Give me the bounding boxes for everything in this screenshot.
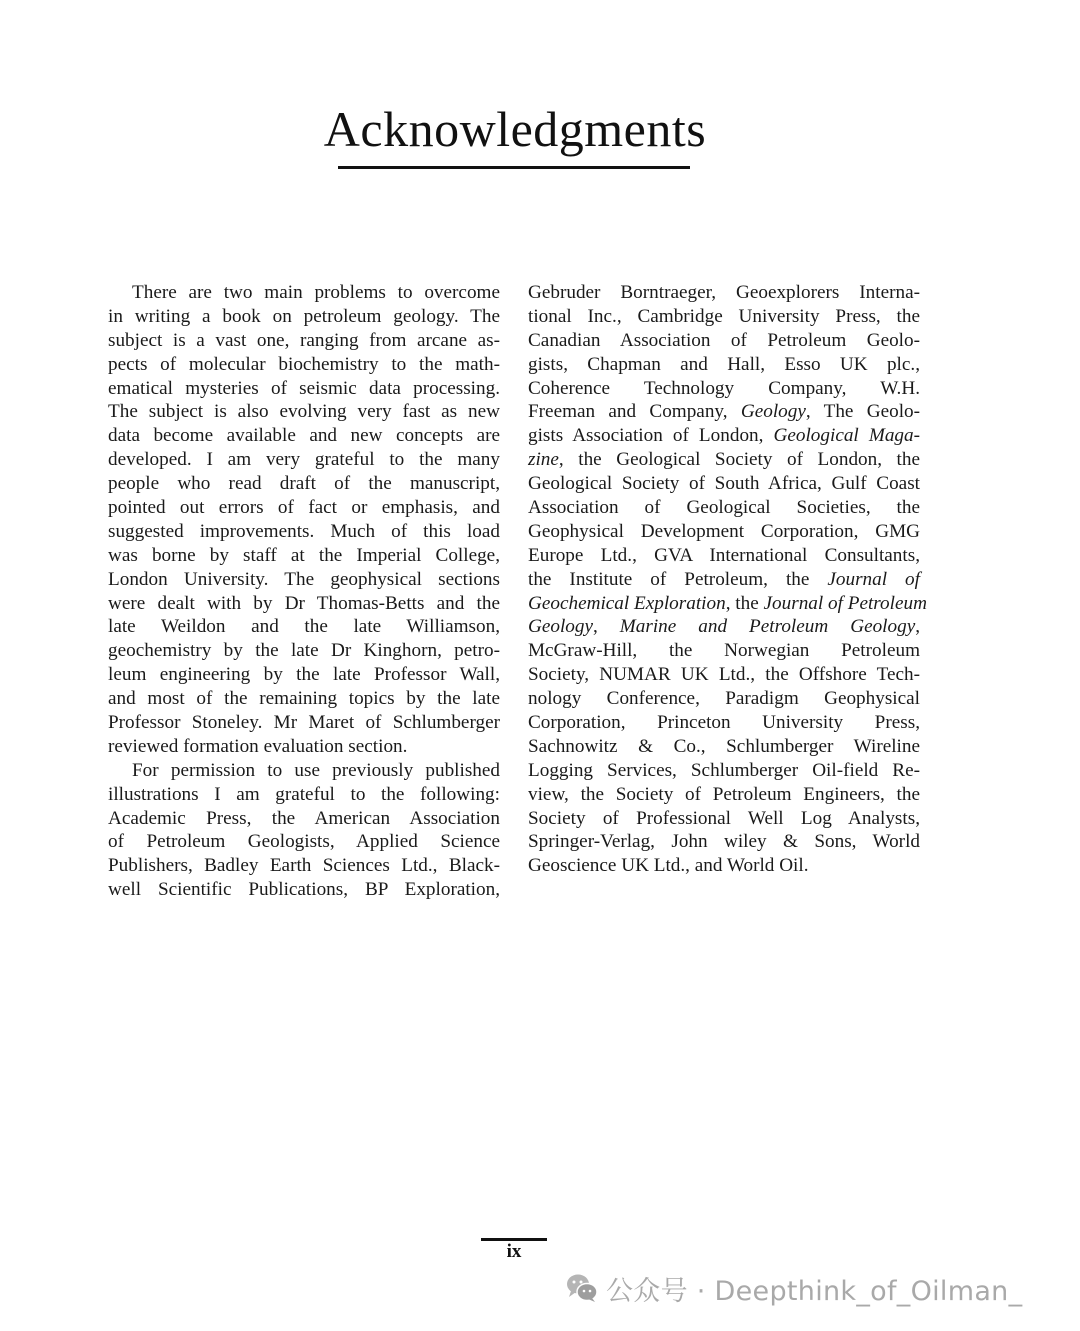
text-line: people who read draft of the manuscript,: [108, 473, 500, 495]
text-line: illustrations I am grateful to the following:: [108, 783, 500, 805]
text-line: Geoscience UK Ltd., and World Oil.: [528, 855, 809, 877]
text-line: in writing a book on petroleum geology. The: [108, 305, 500, 327]
text-line: Canadian Association of Petroleum Geolo-: [528, 329, 920, 351]
page-title: Acknowledgments: [323, 101, 707, 157]
text-line: well Scientific Publications, BP Exploration,: [108, 879, 500, 901]
text-line: Corporation, Princeton University Press,: [528, 712, 920, 734]
text-line: reviewed formation evaluation section.: [108, 735, 408, 757]
paragraph-1: [108, 281, 500, 759]
text-line: suggested improvements. Much of this load: [108, 520, 500, 542]
text-line: London University. The geophysical sections: [108, 568, 500, 590]
text-line: Society of Professional Well Log Analysts,: [528, 807, 920, 829]
text-line: leum engineering by the late Professor Wall,: [108, 664, 500, 686]
text-line: nology Conference, Paradigm Geophysical: [528, 688, 920, 710]
text-line: Logging Services, Schlumberger Oil-field Re-: [528, 759, 920, 781]
text-line: were dealt with by Dr Thomas-Betts and the: [108, 592, 500, 614]
text-line: gists, Chapman and Hall, Esso UK plc.,: [528, 353, 920, 375]
watermark: [566, 1268, 1022, 1308]
title-underline: [338, 166, 690, 169]
paragraph-2: [108, 759, 500, 902]
text-line: gists Association of London, Geological Maga-: [528, 425, 920, 447]
text-line: Association of Geological Societies, the: [528, 497, 920, 519]
text-line: Academic Press, the American Association: [108, 807, 500, 829]
text-line: Springer-Verlag, John wiley & Sons, World: [528, 831, 920, 853]
text-line: developed. I am very grateful to the many: [108, 449, 500, 471]
text-line: Sachnowitz & Co., Schlumberger Wireline: [528, 735, 920, 757]
text-line: pects of molecular biochemistry to the math-: [108, 353, 500, 375]
right-column: [528, 281, 927, 878]
text-line: Coherence Technology Company, W.H.: [528, 377, 920, 399]
text-line: was borne by staff at the Imperial College,: [108, 544, 500, 566]
text-line: Gebruder Borntraeger, Geoexplorers Interna-: [528, 282, 920, 303]
text-line: tional Inc., Cambridge University Press, the: [528, 305, 920, 327]
paragraph-2-continued: [528, 281, 927, 878]
left-column: [108, 281, 500, 902]
text-line: geochemistry by the late Dr Kinghorn, petro-: [108, 640, 500, 662]
text-line: late Weildon and the late Williamson,: [108, 616, 500, 638]
text-line: of Petroleum Geologists, Applied Science: [108, 831, 500, 853]
text-line: Geochemical Exploration, the Journal of Petroleum: [528, 592, 927, 614]
text-line: pointed out errors of fact or emphasis, and: [108, 497, 500, 519]
text-line: Geological Society of South Africa, Gulf Coast: [528, 473, 920, 495]
page-number: ix: [506, 1241, 522, 1262]
text-line: zine, the Geological Society of London, the: [528, 449, 920, 471]
wechat-icon: [566, 1273, 598, 1303]
text-line: Geophysical Development Corporation, GMG: [528, 520, 920, 542]
text-line: the Institute of Petroleum, the Journal of: [528, 568, 920, 590]
text-line: McGraw-Hill, the Norwegian Petroleum: [528, 640, 920, 662]
watermark-text: 公众号 · Deepthink_of_Oilman_: [606, 1275, 1023, 1307]
text-line: The subject is also evolving very fast as new: [108, 401, 500, 423]
text-line: Geology, Marine and Petroleum Geology,: [528, 616, 921, 638]
text-line: Freeman and Company, Geology, The Geolo-: [528, 401, 921, 423]
text-line: Professor Stoneley. Mr Maret of Schlumberger: [108, 712, 500, 734]
text-line: data become available and new concepts are: [108, 425, 500, 447]
text-line: For permission to use previously published: [132, 759, 500, 781]
text-line: subject is a vast one, ranging from arcane as-: [108, 329, 500, 351]
text-line: Publishers, Badley Earth Sciences Ltd., Black-: [108, 855, 500, 877]
text-line: Society, NUMAR UK Ltd., the Offshore Tech-: [528, 664, 920, 686]
text-line: There are two main problems to overcome: [132, 282, 500, 303]
text-line: and most of the remaining topics by the late: [108, 688, 500, 710]
text-line: view, the Society of Petroleum Engineers, the: [528, 783, 920, 805]
text-line: Europe Ltd., GVA International Consultants,: [528, 544, 920, 566]
text-line: ematical mysteries of seismic data processing.: [108, 377, 500, 399]
